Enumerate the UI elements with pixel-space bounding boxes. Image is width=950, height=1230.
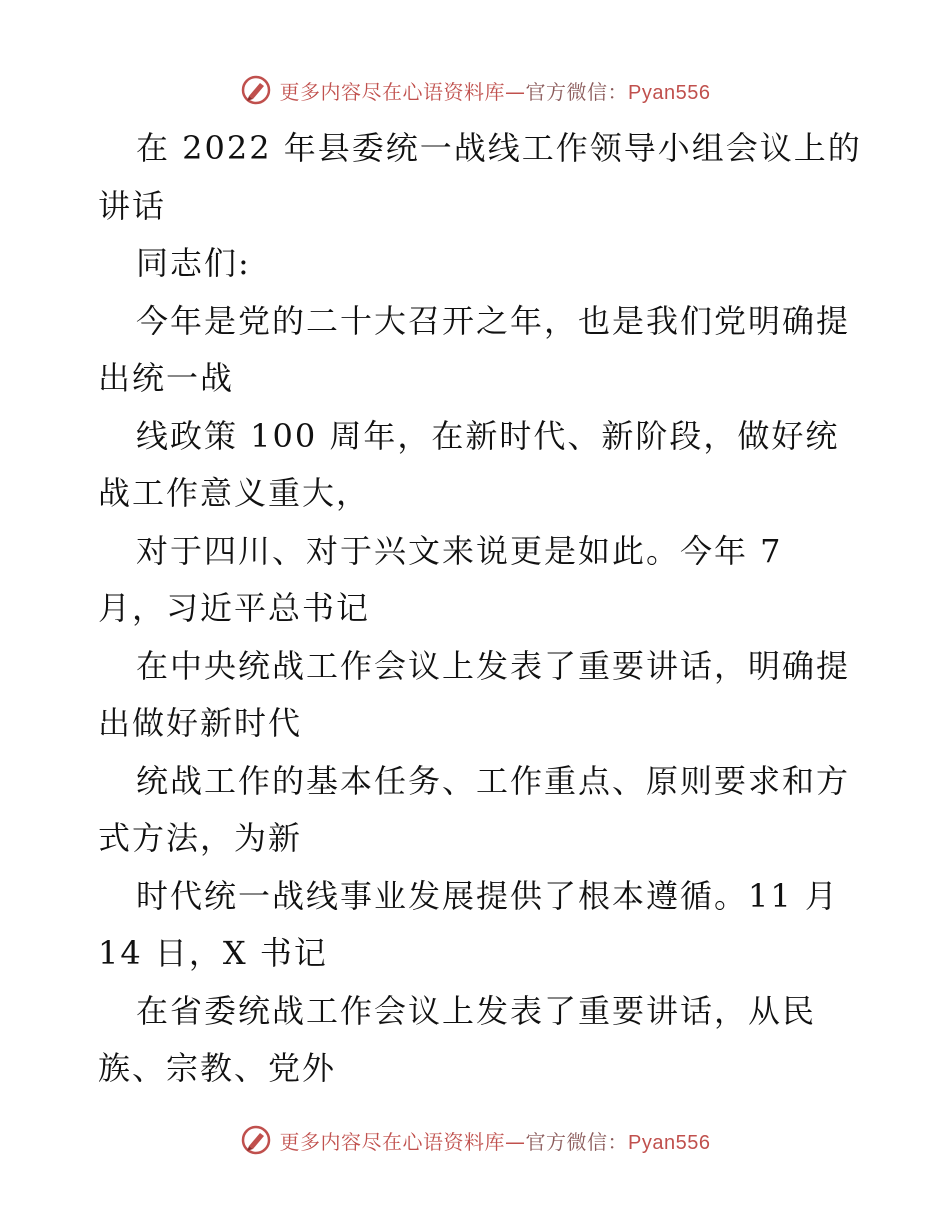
banner-main-text: 更多内容尽在心语资料库: [279, 79, 506, 104]
pen-logo-icon: [240, 74, 272, 106]
footer-banner: [0, 1120, 950, 1160]
banner-text: [280, 1126, 711, 1155]
document-line: 统战工作的基本任务、工作重点、原则要求和方: [136, 761, 851, 800]
document-line: 出做好新时代: [98, 704, 303, 742]
document-line: 族、宗教、党外: [98, 1049, 337, 1087]
document-line: 月，习近平总书记: [98, 589, 371, 627]
document-line: 时代统一战线事业发展提供了根本遵循。11 月: [136, 876, 839, 915]
document-line: 线政策 100 周年，在新时代、新阶段，做好统: [136, 416, 840, 455]
document-line: 式方法，为新: [98, 819, 303, 857]
document-line: 在中央统战工作会议上发表了重要讲话，明确提: [136, 646, 851, 685]
document-line: 出统一战: [98, 359, 235, 397]
banner-separator: —: [505, 1129, 526, 1154]
document-line: 战工作意义重大，: [98, 474, 371, 512]
banner-wechat-label: 官方微信：: [525, 79, 629, 104]
document-line: 14 日，X 书记: [98, 934, 328, 972]
document-line: 在省委统战工作会议上发表了重要讲话，从民: [136, 991, 817, 1030]
banner-wechat-id: Pyan556: [628, 1131, 711, 1154]
document-body: [98, 120, 862, 1098]
pen-logo-icon: [240, 1124, 272, 1156]
banner-text: [280, 76, 711, 105]
document-line: 讲话: [98, 186, 167, 225]
header-banner: [0, 70, 950, 110]
document-line: 今年是党的二十大召开之年，也是我们党明确提: [136, 301, 851, 340]
banner-wechat-label: 官方微信：: [525, 1129, 629, 1154]
banner-wechat-id: Pyan556: [628, 81, 711, 104]
document-line: 在 2022 年县委统一战线工作领导小组会议上的: [136, 129, 862, 167]
banner-separator: —: [505, 79, 526, 104]
banner-main-text: 更多内容尽在心语资料库: [279, 1129, 506, 1154]
document-line: 同志们:: [136, 244, 251, 282]
document-line: 对于四川、对于兴文来说更是如此。今年 7: [136, 531, 783, 570]
